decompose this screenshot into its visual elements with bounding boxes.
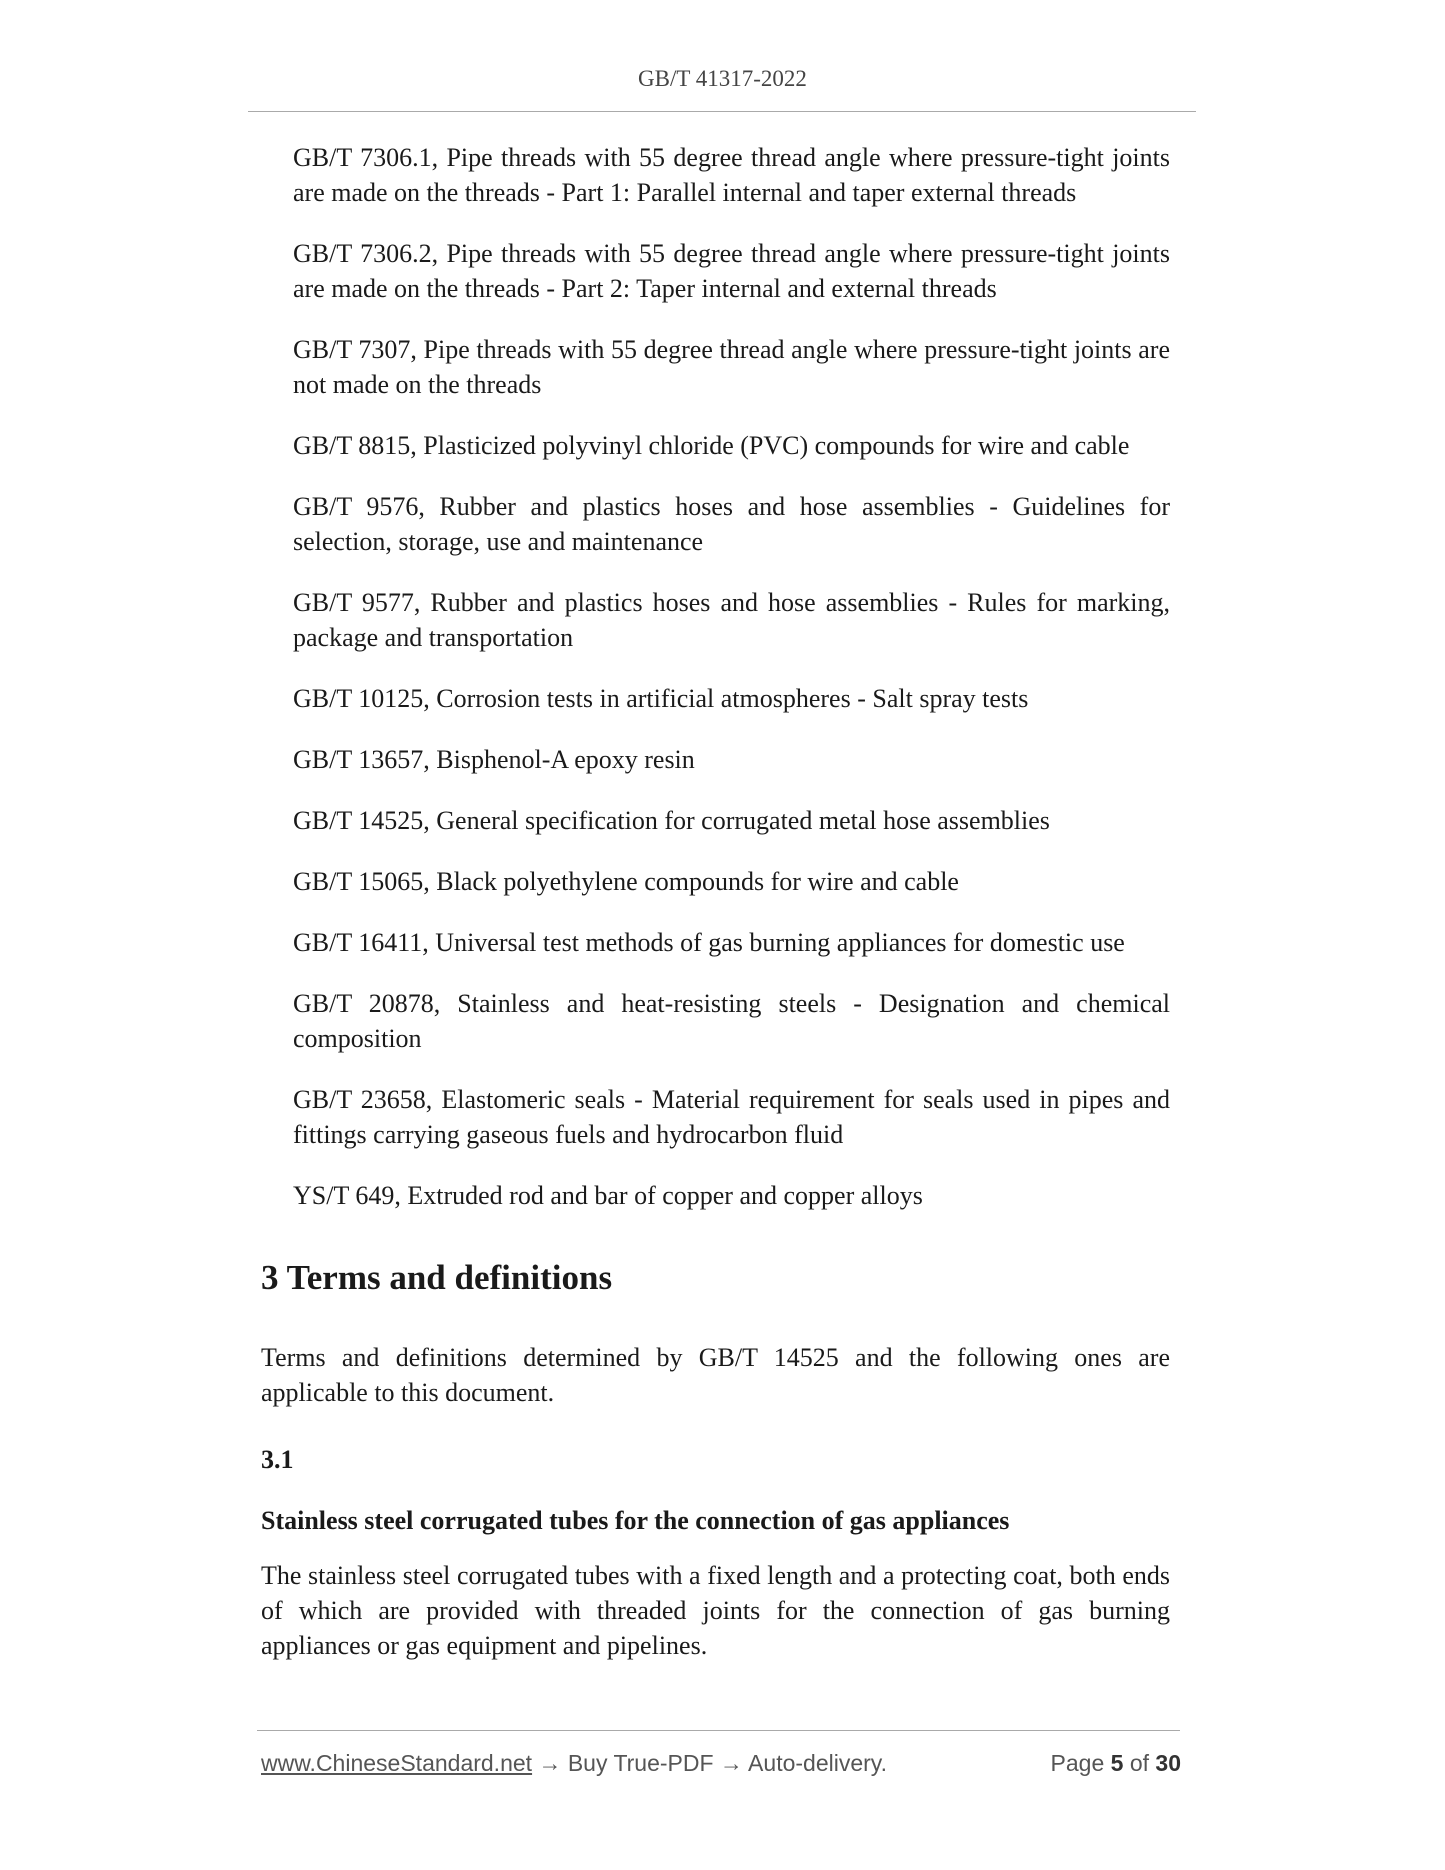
reference-item: GB/T 7307, Pipe threads with 55 degree thread angle where pressure-tight joints are not made on the threads xyxy=(293,335,1170,399)
page-indicator xyxy=(1051,1750,1181,1777)
reference-item: GB/T 7306.2, Pipe threads with 55 degree thread angle where pressure-tight joints are made on the threads - Part 2: Taper internal and external threads xyxy=(293,239,1170,303)
footer-promo xyxy=(261,1750,887,1777)
website-link[interactable]: www.ChineseStandard.net xyxy=(261,1750,533,1776)
reference-item: GB/T 13657, Bisphenol-A epoxy resin xyxy=(293,745,695,774)
reference-item: GB/T 16411, Universal test methods of gas burning appliances for domestic use xyxy=(293,928,1125,957)
reference-item: GB/T 7306.1, Pipe threads with 55 degree thread angle where pressure-tight joints are made on the threads - Part 1: Parallel internal and taper external threads xyxy=(293,143,1170,207)
header-doc-id: GB/T 41317-2022 xyxy=(638,66,807,91)
footer xyxy=(261,1750,1181,1782)
term-number: 3.1 xyxy=(261,1445,294,1474)
footer-tagline: → Buy True-PDF → Auto-delivery. xyxy=(532,1750,887,1776)
term-name: Stainless steel corrugated tubes for the connection of gas appliances xyxy=(261,1506,1010,1535)
reference-item: GB/T 15065, Black polyethylene compounds for wire and cable xyxy=(293,867,959,896)
reference-item: GB/T 9576, Rubber and plastics hoses and hose assemblies - Guidelines for selection, storage, use and maintenance xyxy=(293,492,1170,556)
page-of: of xyxy=(1129,1750,1150,1776)
reference-item: GB/T 14525, General specification for corrugated metal hose assemblies xyxy=(293,806,1050,835)
section-intro: Terms and definitions determined by GB/T 14525 and the following ones are applicable to this document. xyxy=(261,1343,1170,1407)
reference-item: GB/T 8815, Plasticized polyvinyl chloride (PVC) compounds for wire and cable xyxy=(293,431,1130,460)
normative-references-list xyxy=(293,140,1170,1239)
page-total: 30 xyxy=(1155,1750,1181,1776)
reference-item: GB/T 20878, Stainless and heat-resisting steels - Designation and chemical composition xyxy=(293,989,1170,1053)
page-current: 5 xyxy=(1110,1750,1124,1776)
footer-divider xyxy=(257,1730,1180,1731)
reference-item: GB/T 10125, Corrosion tests in artificial atmospheres - Salt spray tests xyxy=(293,684,1029,713)
reference-item: GB/T 23658, Elastomeric seals - Material requirement for seals used in pipes and fittings carrying gaseous fuels and hydrocarbon fluid xyxy=(293,1085,1170,1149)
term-definition: The stainless steel corrugated tubes with a fixed length and a protecting coat, both ends of which are provided with threaded joints for the connection of gas burning appliances or gas equipment and pipelines. xyxy=(261,1561,1170,1660)
header-divider xyxy=(248,111,1196,112)
reference-item: YS/T 649, Extruded rod and bar of copper and copper alloys xyxy=(293,1181,923,1210)
page-label: Page xyxy=(1050,1750,1105,1776)
section-heading: 3 Terms and definitions xyxy=(261,1258,613,1297)
reference-item: GB/T 9577, Rubber and plastics hoses and hose assemblies - Rules for marking, package and transportation xyxy=(293,588,1170,652)
